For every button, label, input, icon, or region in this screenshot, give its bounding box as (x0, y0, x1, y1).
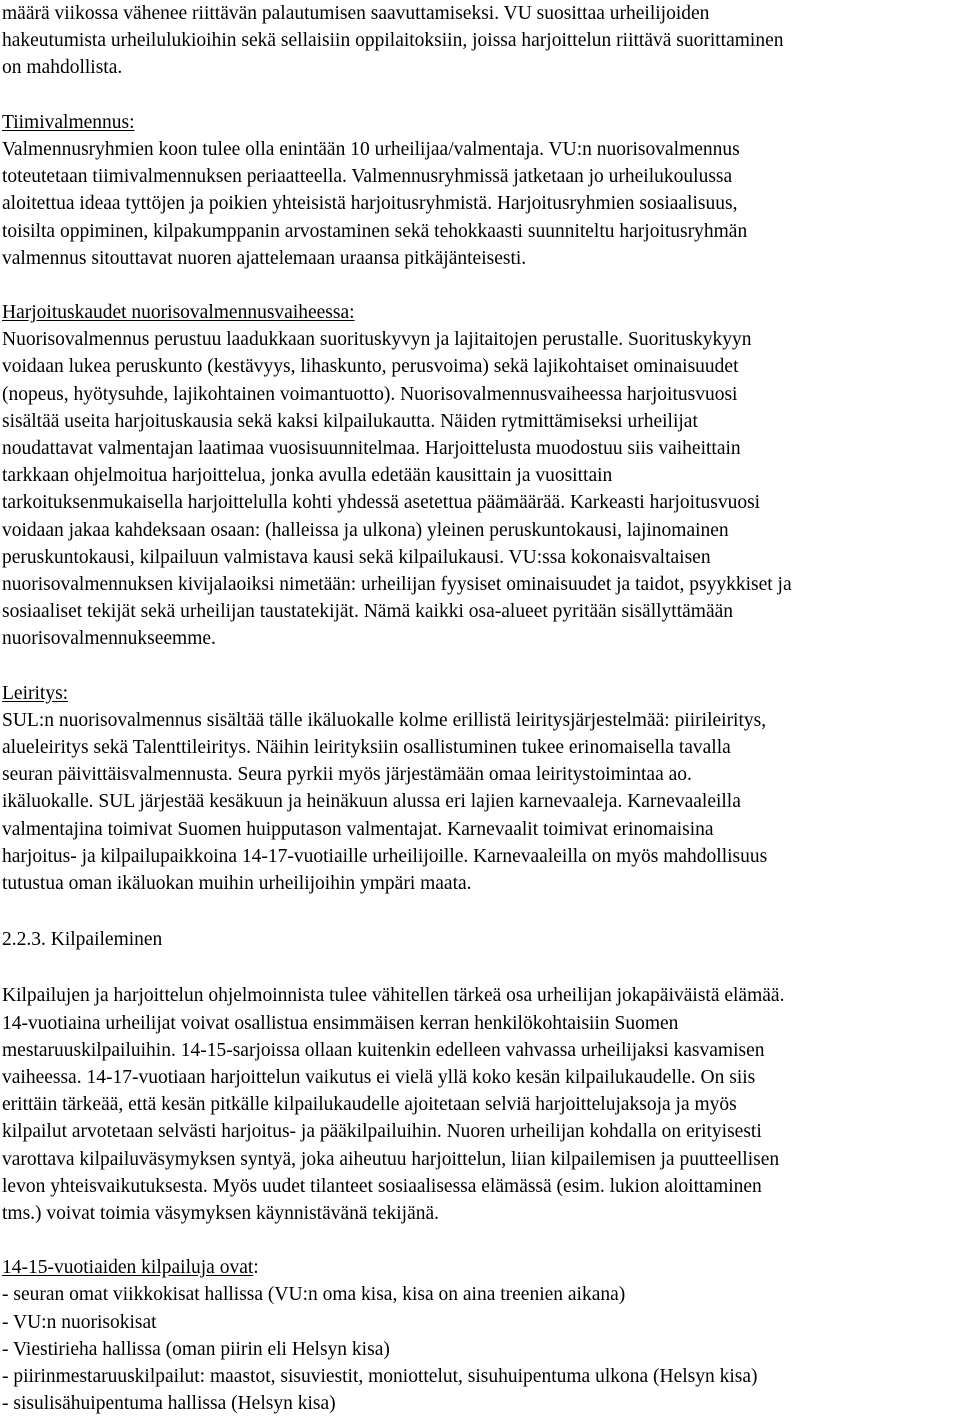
document-page (2, 0, 958, 1417)
text-line: erittäin tärkeää, että kesän pitkälle kilpailukaudelle ajoitetaan selviä harjoittelujaksoja ja myös (2, 1094, 737, 1116)
text-line: toisilta oppiminen, kilpakumppanin arvostaminen sekä tehokkaasti suunniteltu harjoitusryhmän (2, 220, 748, 242)
text-line: nuorisovalmennuksen kivijalaoiksi nimetään: urheilijan fyysiset ominaisuudet ja taidot, psyykkiset ja (2, 573, 792, 595)
paragraph-gap (2, 653, 958, 680)
heading-text: 14-15-vuotiaiden kilpailuja ovat (2, 1257, 254, 1279)
text-line: vaiheessa. 14-17-vuotiaan harjoittelun vaikutus ei vielä yllä koko kesän kilpailukaudelle. On siis (2, 1066, 756, 1088)
list-item: - Viestirieha hallissa (oman piirin eli Helsyn kisa) (2, 1338, 390, 1360)
heading-text: Leiritys: (2, 682, 69, 704)
paragraph-gap (2, 1227, 958, 1254)
text-line: (nopeus, hyötysuhde, lajikohtainen voimantuotto). Nuorisovalmennusvaiheessa harjoitusvuosi (2, 383, 738, 405)
paragraph-gap (2, 272, 958, 299)
list-item: - piirinmestaruuskilpailut: maastot, sisuviestit, moniottelut, sisuhuipentuma ulkona (Helsyn kisa) (2, 1366, 758, 1387)
text-line: varottava kilpailuväsymyksen syntyä, joka aiheutuu harjoittelun, liian kilpailemisen ja puutteellisen (2, 1148, 780, 1170)
leiritys-heading (2, 680, 958, 707)
kilpaileminen-paragraph (2, 982, 958, 1227)
text-line: mestaruuskilpailuihin. 14-15-sarjoissa ollaan kuitenkin edelleen vahvassa urheilijaksi kasvamisen (2, 1039, 765, 1061)
text-line: Kilpailujen ja harjoittelun ohjelmoinnista tulee vähitellen tärkeä osa urheilijan jokapäiväistä elämää. (2, 985, 785, 1007)
intro-paragraph (2, 0, 958, 82)
section-heading: 2.2.3. Kilpaileminen (2, 929, 163, 951)
text-line: kilpailut arvotetaan selvästi harjoitus- ja pääkilpailuihin. Nuoren urheilijan kohdalla on erityisesti (2, 1121, 762, 1143)
text-line: noudattavat valmentajan laatimaa vuosisuunnitelmaa. Harjoittelusta muodostuu siis vaiheittain (2, 438, 741, 459)
heading-text: Tiimivalmennus: (2, 111, 135, 133)
paragraph-gap (2, 897, 958, 926)
tiimivalmennus-heading (2, 109, 958, 136)
text-line: aloitettua ideaa tyttöjen ja poikien yhteisistä harjoitusryhmistä. Harjoitusryhmien sosiaalisuus, (2, 193, 738, 215)
leiritys-section (2, 680, 958, 898)
heading-text: Harjoituskaudet nuorisovalmennusvaiheessa: (2, 302, 355, 324)
list-item: - VU:n nuorisokisat (2, 1311, 157, 1333)
text-line: alueleiritys sekä Talenttileiritys. Näihin leirityksiin osallistuminen tukee erinomaisella tavalla (2, 737, 731, 759)
text-line: hakeutumista urheilulukioihin sekä sellaisiin oppilaitoksiin, joissa harjoittelun riittävä suorittaminen (2, 30, 784, 52)
text-line: levon yhteisvaikutuksesta. Myös uudet tilanteet sosiaalisessa elämässä (esim. lukion aloittaminen (2, 1175, 762, 1197)
text-line: peruskuntokausi, kilpailuun valmistava kausi sekä kilpailukausi. VU:ssa kokonaisvaltaisen (2, 546, 711, 568)
text-line: tms.) voivat toimia väsymyksen käynnistävänä tekijänä. (2, 1202, 440, 1224)
text-line: ikäluokalle. SUL järjestää kesäkuun ja heinäkuun alussa eri lajien karnevaaleja. Karnevaaleilla (2, 791, 741, 813)
text-line: tarkkaan ohjelmoitua harjoittelua, jonka avulla edetään kausittain ja vuosittain (2, 465, 613, 487)
text-line: toteutetaan tiimivalmennuksen periaatteella. Valmennusryhmissä jatketaan jo urheilukoulussa (2, 166, 733, 188)
text-line: seuran päivittäisvalmennusta. Seura pyrkii myös järjestämään omaa leiritystoimintaa ao. (2, 764, 692, 786)
text-line: voidaan lukea peruskunto (kestävyys, lihaskunto, perusvoima) sekä lajikohtaiset ominaisuudet (2, 356, 739, 378)
text-line: Nuorisovalmennus perustuu laadukkaan suorituskyvyn ja lajitaitojen perustalle. Suorituskykyyn (2, 329, 752, 351)
text-line: Valmennusryhmien koon tulee olla enintään 10 urheilijaa/valmentaja. VU:n nuorisovalmennus (2, 138, 740, 160)
text-line: valmennus sitouttavat nuoren ajattelemaan uraansa pitkäjänteisesti. (2, 247, 527, 269)
text-line: sosiaaliset tekijät sekä urheilijan taustatekijät. Nämä kaikki osa-alueet pyritään sisällyttämään (2, 601, 734, 623)
tiimivalmennus-section (2, 109, 958, 272)
harjoituskaudet-section (2, 299, 958, 652)
text-line: harjoitus- ja kilpailupaikkoina 14-17-vuotiaille urheilijoille. Karnevaaleilla on myös mahdollisuus (2, 845, 768, 867)
text-line: määrä viikossa vähenee riittävän palautumisen saavuttamiseksi. VU suosittaa urheilijoiden (2, 3, 710, 24)
list-item: - seuran omat viikkokisat hallissa (VU:n oma kisa, kisa on aina treenien aikana) (2, 1284, 626, 1306)
heading-colon: : (253, 1257, 259, 1279)
paragraph-gap (2, 82, 958, 109)
text-line: nuorisovalmennukseemme. (2, 628, 216, 650)
kisat-section (2, 1254, 958, 1417)
text-line: on mahdollista. (2, 57, 123, 79)
text-line: 14-vuotiaina urheilijat voivat osallistua ensimmäisen kerran henkilökohtaisiin Suomen (2, 1012, 679, 1034)
text-line: SUL:n nuorisovalmennus sisältää tälle ikäluokalle kolme erillistä leiritysjärjestelmää: piirileiritys, (2, 709, 767, 731)
text-line: tutustua oman ikäluokan muihin urheilijoihin ympäri maata. (2, 873, 472, 894)
text-line: sisältää useita harjoituskausia sekä kaksi kilpailukautta. Näiden rytmittämiseksi urheilijat (2, 410, 698, 432)
text-line: voidaan jakaa kahdeksaan osaan: (halleissa ja ulkona) yleinen peruskuntokausi, lajinomainen (2, 519, 729, 541)
text-line: tarkoituksenmukaisella harjoittelulla kohti yhdessä asetettua päämäärää. Karkeasti harjoitusvuosi (2, 492, 761, 514)
paragraph-gap (2, 953, 958, 982)
list-item: - sisulisähuipentuma hallissa (Helsyn kisa) (2, 1393, 336, 1415)
harjoituskaudet-heading (2, 299, 958, 326)
kisat-heading (2, 1254, 958, 1281)
text-line: valmentajina toimivat Suomen huipputason valmentajat. Karnevaalit toimivat erinomaisina (2, 818, 714, 840)
